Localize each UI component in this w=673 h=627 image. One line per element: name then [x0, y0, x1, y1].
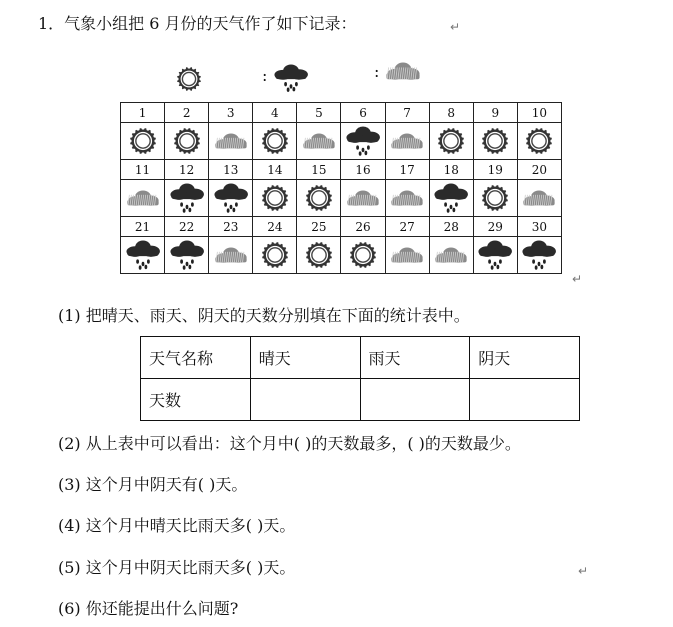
calendar-day-number: 18 — [429, 160, 473, 180]
overcast-cloud-icon — [214, 133, 248, 149]
calendar-weather-row — [121, 123, 562, 160]
question-title: 1．气象小组把 6 月份的天气作了如下记录： — [38, 14, 357, 33]
calendar-day-number: 20 — [517, 160, 561, 180]
sub-question-3: (3) 这个月中阴天有( )天。 — [58, 475, 248, 494]
calendar-weather-cell — [165, 123, 209, 160]
calendar-day-number: 21 — [121, 217, 165, 237]
legend-rain — [273, 64, 309, 92]
overcast-cloud-icon — [346, 190, 380, 206]
calendar-weather-cell — [517, 237, 561, 274]
rain-cloud-icon — [345, 126, 381, 156]
stat-row-label: 天数 — [141, 379, 251, 421]
calendar-weather-cell — [121, 180, 165, 217]
stat-value-row — [141, 379, 580, 421]
calendar-weather-cell — [341, 237, 385, 274]
rain-cloud-icon — [273, 64, 309, 92]
calendar-day-number: 29 — [473, 217, 517, 237]
stat-header-cell: 晴天 — [250, 337, 360, 379]
calendar-day-number: 4 — [253, 103, 297, 123]
calendar-weather-cell — [121, 237, 165, 274]
stat-header-cell: 阴天 — [470, 337, 580, 379]
calendar-day-number: 10 — [517, 103, 561, 123]
calendar-day-number: 6 — [341, 103, 385, 123]
calendar-weather-cell — [429, 237, 473, 274]
paragraph-mark-icon: ↵ — [578, 564, 589, 578]
overcast-cloud-icon — [390, 247, 424, 263]
rain-cloud-icon — [169, 183, 205, 213]
weather-calendar — [120, 102, 562, 274]
stat-value-cell[interactable] — [250, 379, 360, 421]
calendar-day-number: 8 — [429, 103, 473, 123]
sub-question-2: (2) 从上表中可以看出：这个月中( )的天数最多，( )的天数最少。 — [58, 434, 521, 453]
calendar-day-number: 9 — [473, 103, 517, 123]
calendar-weather-cell — [385, 180, 429, 217]
calendar-day-number: 26 — [341, 217, 385, 237]
calendar-weather-cell — [429, 180, 473, 217]
paragraph-mark-icon: ↵ — [572, 272, 583, 286]
stat-value-cell[interactable] — [470, 379, 580, 421]
calendar-day-number: 27 — [385, 217, 429, 237]
calendar-weather-cell — [517, 180, 561, 217]
calendar-day-number: 22 — [165, 217, 209, 237]
calendar-day-number: 5 — [297, 103, 341, 123]
stat-header-cell: 雨天 — [360, 337, 470, 379]
sun-icon — [174, 66, 204, 92]
calendar-weather-cell — [165, 237, 209, 274]
calendar-weather-cell — [165, 180, 209, 217]
sun-icon — [304, 241, 334, 269]
calendar-day-number: 17 — [385, 160, 429, 180]
calendar-weather-cell — [121, 123, 165, 160]
calendar-weather-cell — [473, 180, 517, 217]
calendar-weather-cell — [297, 237, 341, 274]
sun-icon — [524, 127, 554, 155]
sun-icon — [480, 184, 510, 212]
calendar-day-number: 28 — [429, 217, 473, 237]
calendar-weather-cell — [253, 123, 297, 160]
calendar-day-number: 3 — [209, 103, 253, 123]
calendar-weather-cell — [297, 180, 341, 217]
calendar-day-number: 16 — [341, 160, 385, 180]
calendar-weather-cell — [429, 123, 473, 160]
calendar-weather-cell — [297, 123, 341, 160]
calendar-weather-cell — [473, 237, 517, 274]
calendar-weather-cell — [473, 123, 517, 160]
rain-cloud-icon — [169, 240, 205, 270]
calendar-day-number: 23 — [209, 217, 253, 237]
calendar-weather-row — [121, 237, 562, 274]
calendar-weather-cell — [253, 237, 297, 274]
calendar-day-row — [121, 160, 562, 180]
overcast-cloud-icon — [390, 133, 424, 149]
legend-colon-1: : — [262, 66, 268, 85]
sub-question-5: (5) 这个月中阴天比雨天多( )天。 — [58, 558, 296, 577]
paragraph-mark-icon: ↵ — [450, 20, 461, 34]
sun-icon — [260, 241, 290, 269]
sub-question-6: (6) 你还能提出什么问题? — [58, 599, 239, 618]
calendar-day-row — [121, 103, 562, 123]
calendar-day-number: 14 — [253, 160, 297, 180]
sun-icon — [304, 184, 334, 212]
stat-header-row — [141, 337, 580, 379]
overcast-cloud-icon — [390, 190, 424, 206]
calendar-weather-cell — [209, 180, 253, 217]
sun-icon — [436, 127, 466, 155]
overcast-cloud-icon — [214, 247, 248, 263]
sun-icon — [128, 127, 158, 155]
calendar-day-number: 25 — [297, 217, 341, 237]
calendar-weather-cell — [341, 123, 385, 160]
legend-colon-2: : — [374, 62, 380, 81]
sun-icon — [260, 127, 290, 155]
sun-icon — [172, 127, 202, 155]
sun-icon — [348, 241, 378, 269]
calendar-day-number: 30 — [517, 217, 561, 237]
calendar-day-row — [121, 217, 562, 237]
calendar-weather-cell — [209, 237, 253, 274]
rain-cloud-icon — [125, 240, 161, 270]
sun-icon — [480, 127, 510, 155]
calendar-day-number: 7 — [385, 103, 429, 123]
calendar-day-number: 24 — [253, 217, 297, 237]
statistics-table — [140, 336, 580, 421]
calendar-weather-cell — [517, 123, 561, 160]
legend-sun — [174, 66, 204, 92]
calendar-weather-cell — [209, 123, 253, 160]
calendar-day-number: 13 — [209, 160, 253, 180]
calendar-day-number: 11 — [121, 160, 165, 180]
overcast-cloud-icon — [434, 247, 468, 263]
rain-cloud-icon — [213, 183, 249, 213]
calendar-day-number: 2 — [165, 103, 209, 123]
calendar-weather-cell — [385, 237, 429, 274]
calendar-day-number: 12 — [165, 160, 209, 180]
calendar-day-number: 19 — [473, 160, 517, 180]
calendar-weather-row — [121, 180, 562, 217]
legend-overcast — [385, 62, 421, 80]
calendar-weather-cell — [341, 180, 385, 217]
sub-question-1: (1) 把晴天、雨天、阴天的天数分别填在下面的统计表中。 — [58, 306, 470, 325]
stat-value-cell[interactable] — [360, 379, 470, 421]
calendar-weather-cell — [253, 180, 297, 217]
overcast-cloud-icon — [385, 62, 421, 80]
rain-cloud-icon — [521, 240, 557, 270]
stat-header-cell: 天气名称 — [141, 337, 251, 379]
rain-cloud-icon — [477, 240, 513, 270]
overcast-cloud-icon — [126, 190, 160, 206]
calendar-weather-cell — [385, 123, 429, 160]
calendar-day-number: 1 — [121, 103, 165, 123]
rain-cloud-icon — [433, 183, 469, 213]
calendar-day-number: 15 — [297, 160, 341, 180]
overcast-cloud-icon — [522, 190, 556, 206]
overcast-cloud-icon — [302, 133, 336, 149]
sun-icon — [260, 184, 290, 212]
sub-question-4: (4) 这个月中晴天比雨天多( )天。 — [58, 516, 296, 535]
